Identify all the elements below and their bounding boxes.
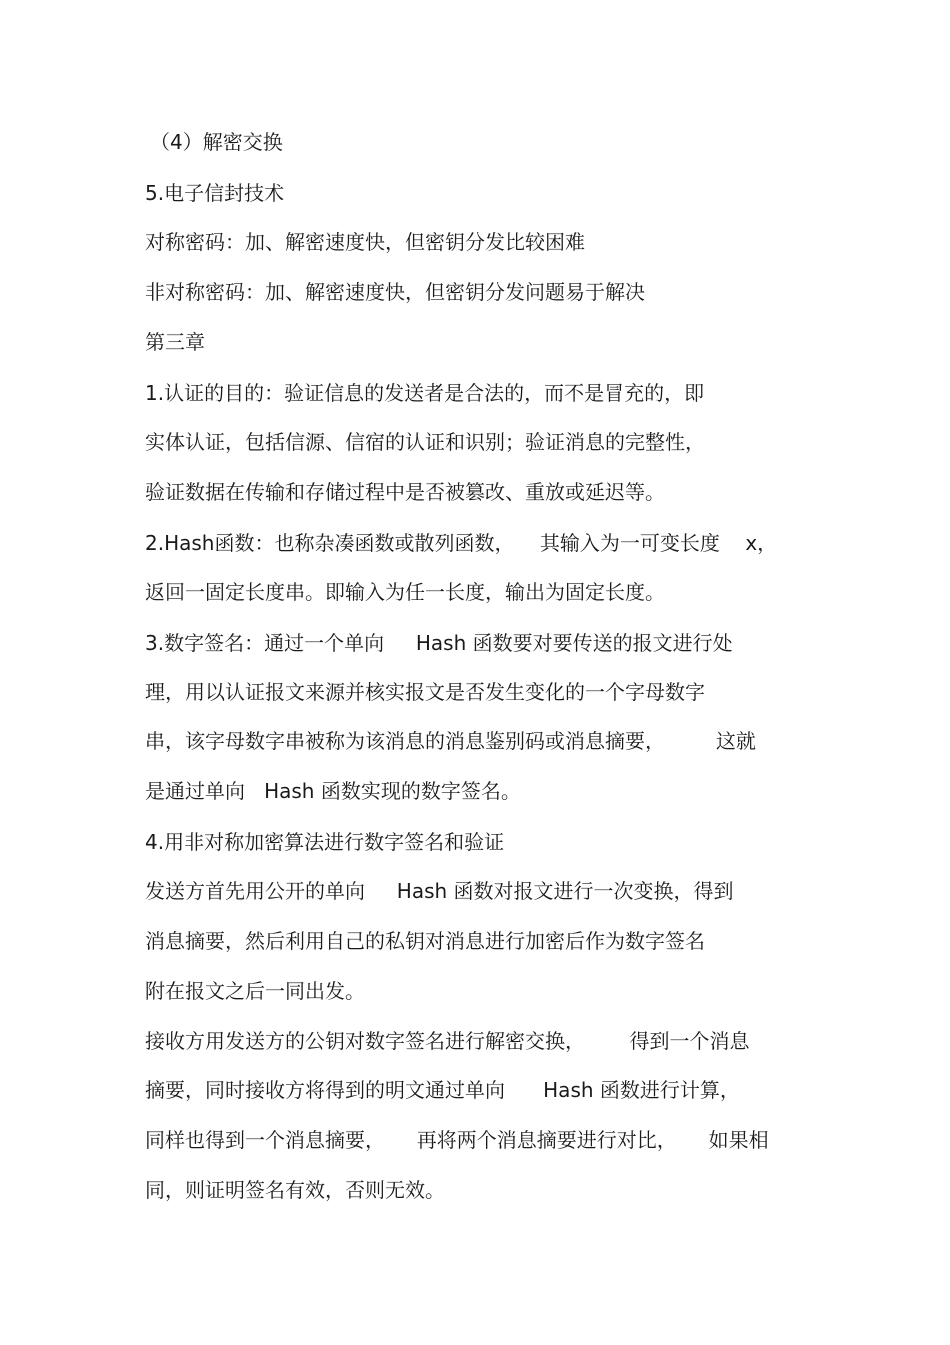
paragraph-line: 返回一固定长度串。即输入为任一长度，输出为固定长度。 bbox=[145, 580, 665, 604]
paragraph-line: 发送方首先用公开的单向 Hash 函数对报文进行一次变换，得到 bbox=[145, 879, 734, 903]
paragraph-line: 附在报文之后一同出发。 bbox=[145, 979, 365, 1003]
paragraph-line: 同，则证明签名有效，否则无效。 bbox=[145, 1178, 445, 1202]
paragraph-line: 1.认证的目的：验证信息的发送者是合法的，而不是冒充的，即 bbox=[145, 381, 705, 405]
section-heading: 5.电子信封技术 bbox=[145, 181, 285, 205]
paragraph-line: 消息摘要，然后利用自己的私钥对消息进行加密后作为数字签名 bbox=[145, 929, 705, 953]
paragraph-line: （4）解密交换 bbox=[150, 130, 283, 154]
chapter-heading: 第三章 bbox=[145, 330, 205, 354]
paragraph-line: 是通过单向 Hash 函数实现的数字签名。 bbox=[145, 779, 521, 803]
paragraph-line: 串，该字母数字串被称为该消息的消息鉴别码或消息摘要， 这就 bbox=[145, 729, 756, 753]
paragraph-line: 摘要，同时接收方将得到的明文通过单向 Hash 函数进行计算， bbox=[145, 1078, 740, 1102]
paragraph-line: 非对称密码：加、解密速度快，但密钥分发问题易于解决 bbox=[145, 280, 645, 304]
section-heading: 4.用非对称加密算法进行数字签名和验证 bbox=[145, 830, 505, 854]
paragraph-line: 验证数据在传输和存储过程中是否被篡改、重放或延迟等。 bbox=[145, 480, 665, 504]
paragraph-line: 实体认证，包括信源、信宿的认证和识别；验证消息的完整性， bbox=[145, 430, 705, 454]
paragraph-line: 3.数字签名：通过一个单向 Hash 函数要对要传送的报文进行处 bbox=[145, 631, 733, 655]
paragraph-line: 接收方用发送方的公钥对数字签名进行解密交换， 得到一个消息 bbox=[145, 1029, 750, 1053]
paragraph-line: 理，用以认证报文来源并核实报文是否发生变化的一个字母数字 bbox=[145, 680, 705, 704]
paragraph-line: 同样也得到一个消息摘要， 再将两个消息摘要进行对比， 如果相 bbox=[145, 1128, 769, 1152]
paragraph-line: 对称密码：加、解密速度快，但密钥分发比较困难 bbox=[145, 230, 585, 254]
paragraph-line: 2.Hash函数：也称杂凑函数或散列函数， 其输入为一可变长度 x， bbox=[145, 531, 778, 555]
